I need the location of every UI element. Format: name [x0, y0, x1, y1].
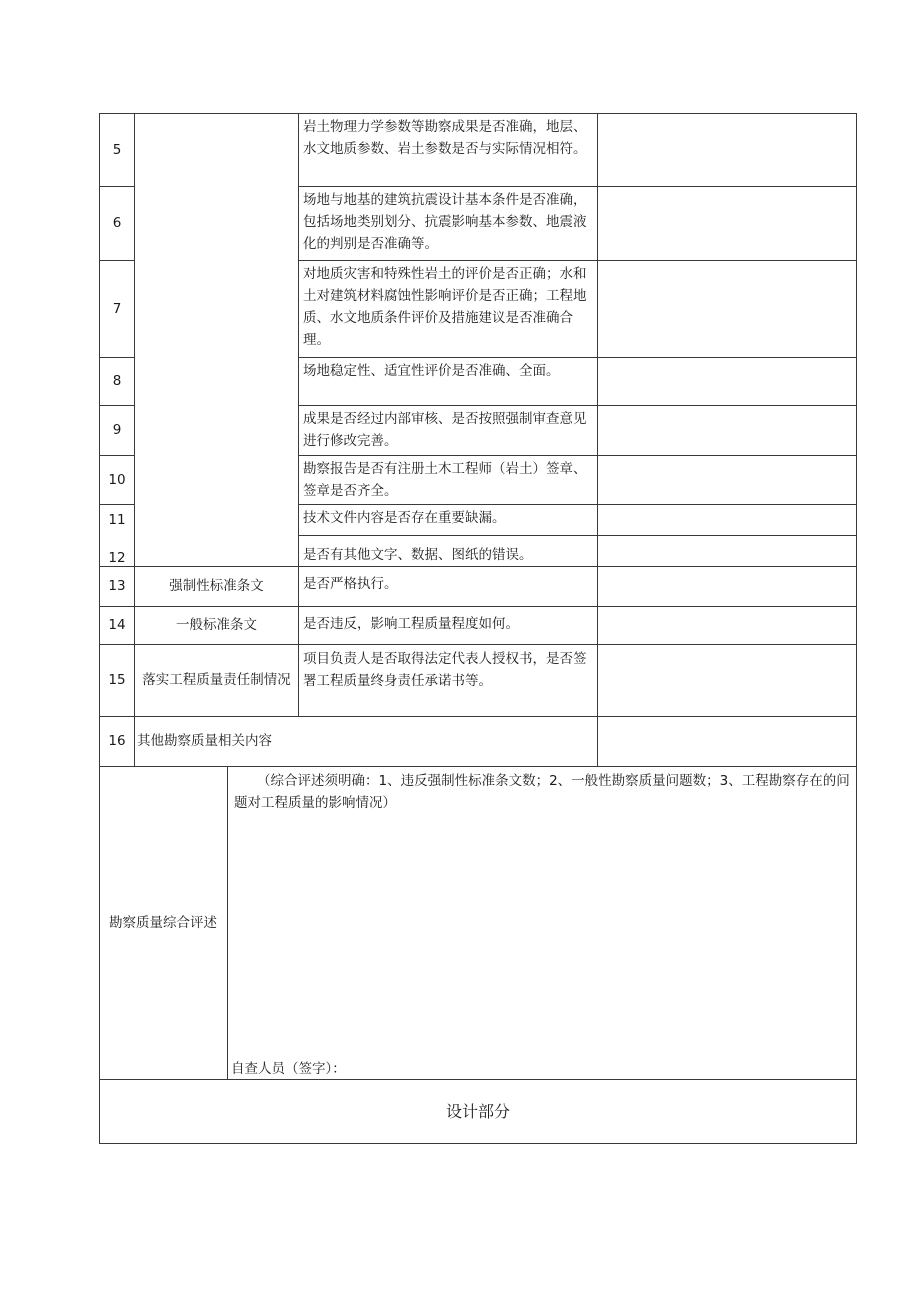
summary-text-area[interactable]: [228, 820, 856, 1052]
summary-label: 勘察质量综合评述: [109, 914, 217, 931]
row-number: 7: [112, 300, 122, 317]
row-content: 场地与地基的建筑抗震设计基本条件是否准确，包括场地类别划分、抗震影响基本参数、地震液化的判别是否准确等。: [303, 192, 587, 252]
row-content: 岩土物理力学参数等勘察成果是否准确，地层、水文地质参数、岩土参数是否与实际情况相符。: [303, 119, 587, 157]
row-content: 对地质灾害和特殊性岩土的评价是否正确；水和土对建筑材料腐蚀性影响评价是否正确；工程地质、水文地质条件评价及措施建议是否准确合理。: [303, 266, 587, 348]
summary-instruction: （综合评述须明确：1、违反强制性标准条文数；2、一般性勘察质量问题数；3、工程勘察存在的问题对工程质量的影响情况）: [234, 773, 850, 811]
row-content: 是否有其他文字、数据、图纸的错误。: [303, 547, 533, 563]
table-border-bottom: [99, 1143, 857, 1144]
row-category: 一般标准条文: [176, 617, 257, 633]
row-category: 强制性标准条文: [169, 578, 264, 594]
signature-label: 自查人员（签字）：: [231, 1061, 346, 1077]
row-divider: [298, 535, 857, 536]
row-number: 16: [108, 733, 126, 749]
row-number: 5: [112, 141, 122, 158]
row-number: 10: [108, 471, 126, 488]
row-number: 13: [108, 578, 126, 594]
row-content: 勘察报告是否有注册土木工程师（岩土）签章、签章是否齐全。: [303, 461, 587, 499]
row-content: 项目负责人是否取得法定代表人授权书，是否签署工程质量终身责任承诺书等。: [303, 651, 587, 689]
row-category: 落实工程质量责任制情况: [142, 672, 291, 688]
row-content: 技术文件内容是否存在重要缺漏。: [303, 510, 506, 526]
row-number: 14: [108, 617, 126, 633]
column-divider: [298, 113, 299, 716]
row-number: 15: [108, 672, 126, 688]
row-number: 12: [108, 550, 126, 566]
row-content: 是否严格执行。: [303, 576, 398, 592]
table-border-right: [856, 113, 857, 1144]
row-number: 11: [108, 511, 126, 528]
row-number: 9: [112, 422, 122, 438]
section-title: 设计部分: [445, 1101, 510, 1121]
row-content: 场地稳定性、适宜性评价是否准确、全面。: [303, 363, 560, 379]
row-number: 8: [112, 373, 122, 389]
row-category: 其他勘察质量相关内容: [137, 733, 272, 749]
row-content: 成果是否经过内部审核、是否按照强制审查意见进行修改完善。: [303, 411, 587, 449]
row-number: 6: [112, 215, 122, 231]
row-content: 是否违反，影响工程质量程度如何。: [303, 616, 519, 632]
